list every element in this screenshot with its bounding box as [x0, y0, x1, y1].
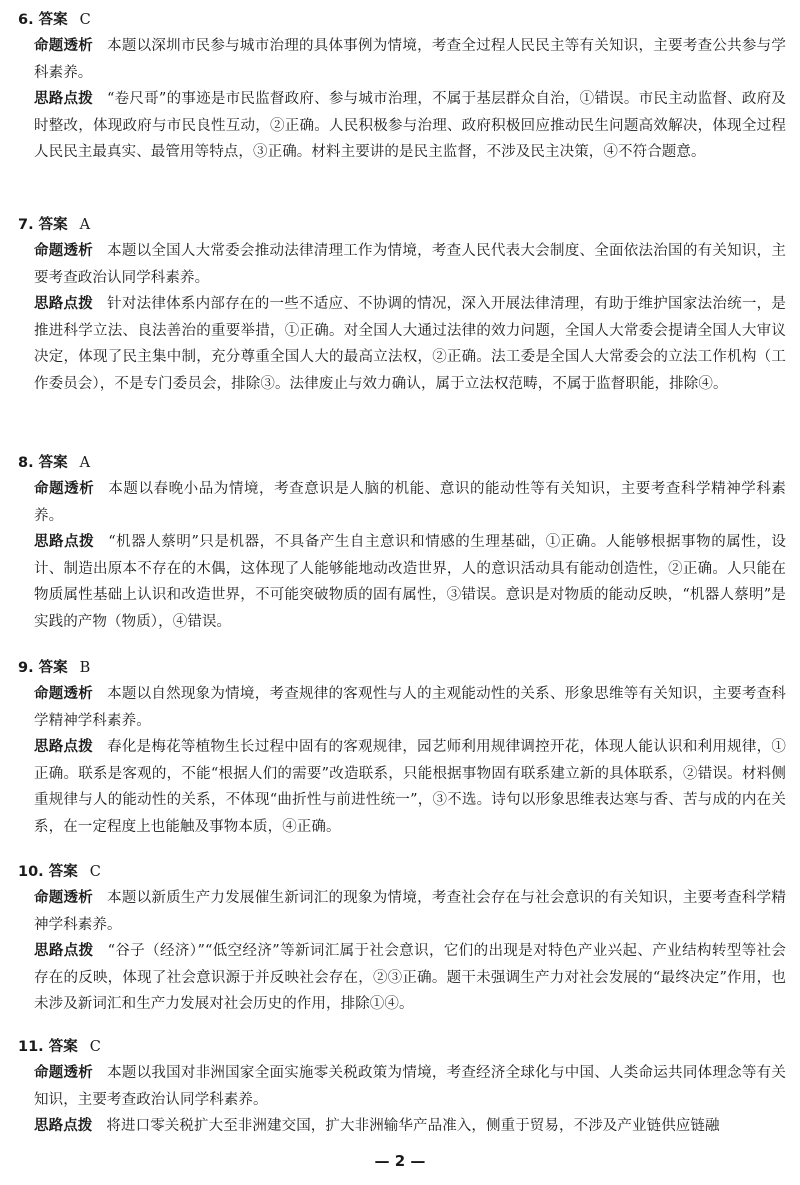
analysis-tag: 命题透析 — [34, 481, 95, 497]
answer-value: C — [89, 864, 101, 880]
analysis-tag: 命题透析 — [34, 686, 94, 702]
hint-paragraph — [34, 938, 786, 1018]
answer-item-7 — [18, 215, 788, 398]
answer-label: 8. 答案 — [18, 455, 68, 471]
hint-paragraph — [34, 529, 786, 635]
analysis-paragraph — [34, 33, 786, 86]
page-number: — 2 — — [374, 1152, 426, 1170]
answer-line — [18, 215, 788, 235]
analysis-text: 本题以新质生产力发展催生新词汇的现象为情境，考查社会存在与社会意识的有关知识，主要考查科学精神学科素养。 — [34, 890, 786, 933]
analysis-text: 本题以我国对非洲国家全面实施零关税政策为情境，考查经济全球化与中国、人类命运共同体理念等有关知识，主要考查政治认同学科素养。 — [34, 1065, 786, 1108]
answer-value: A — [79, 455, 91, 471]
answer-value: C — [89, 1039, 101, 1055]
hint-text: “卷尺哥”的事迹是市民监督政府、参与城市治理，不属于基层群众自治，①错误。市民主动监督、政府及时整改，体现政府与市民良性互动，②正确。人民积极参与治理、政府积极回应推动民生问题高效解决，体现全过程人民民主最真实、最管用等特点，③正确。材料主要讲的是民主监督，不涉及民主决策，④不符合题意。 — [34, 91, 786, 161]
hint-tag: 思路点拨 — [34, 739, 94, 756]
answer-label: 6. 答案 — [18, 12, 68, 28]
hint-paragraph — [34, 1113, 786, 1140]
hint-text: 将进口零关税扩大至非洲建交国，扩大非洲输华产品准入，侧重于贸易，不涉及产业链供应链融 — [106, 1118, 720, 1135]
hint-text: “机器人蔡明”只是机器，不具备产生自主意识和情感的生理基础，①正确。人能够根据事物的属性，设计、制造出原本不存在的木偶，这体现了人能够能地动改造世界，人的意识活动具有能动创造性，②正确。人只能在物质属性基础上认识和改造世界，不可能突破物质的固有属性，③错误。意识是对物质的能动反映，“机器人蔡明”是实践的产物（物质），④错误。 — [34, 534, 787, 630]
answer-value: B — [79, 660, 91, 676]
analysis-tag: 命题透析 — [34, 1065, 94, 1081]
answer-label: 11. 答案 — [18, 1039, 78, 1055]
answer-label: 10. 答案 — [18, 864, 78, 880]
hint-tag: 思路点拨 — [34, 534, 95, 551]
answer-item-10 — [18, 862, 788, 1018]
hint-text: “谷子（经济）”“低空经济”等新词汇属于社会意识，它们的出现是对特色产业兴起、产业结构转型等社会存在的反映，体现了社会意识源于并反映社会存在，②③正确。题干未强调生产力对社会发展的“最终决定”作用，也未涉及新词汇和生产力发展对社会历史的作用，排除①④。 — [34, 943, 786, 1013]
analysis-paragraph — [34, 681, 786, 734]
hint-tag: 思路点拨 — [34, 91, 94, 108]
analysis-paragraph — [34, 885, 786, 938]
hint-paragraph — [34, 734, 786, 840]
hint-text: 春化是梅花等植物生长过程中固有的客观规律，园艺师利用规律调控开花，体现人能认识和利用规律，①正确。联系是客观的，不能“根据人们的需要”改造联系，只能根据事物固有联系建立新的具体联系，②错误。材料侧重规律与人的能动性的关系，不体现“曲折性与前进性统一”，③不选。诗句以形象思维表达寒与香、苦与成的内在关系，在一定程度上也能触及事物本质，④正确。 — [34, 739, 786, 835]
analysis-text: 本题以深圳市民参与城市治理的具体事例为情境，考查全过程人民民主等有关知识，主要考查公共参与学科素养。 — [34, 38, 786, 81]
hint-tag: 思路点拨 — [34, 296, 94, 313]
hint-text: 针对法律体系内部存在的一些不适应、不协调的情况，深入开展法律清理，有助于维护国家法治统一，是推进科学立法、良法善治的重要举措，①正确。对全国人大通过法律的效力问题，全国人大常委会提请全国人大审议决定，体现了民主集中制，充分尊重全国人大的最高立法权，②正确。法工委是全国人大常委会的立法工作机构（工作委员会），不是专门委员会，排除③。法律废止与效力确认，属于立法权范畴，不属于监督职能，排除④。 — [34, 296, 786, 392]
answer-label: 7. 答案 — [18, 217, 68, 233]
analysis-paragraph — [34, 238, 786, 291]
answer-line — [18, 1037, 788, 1057]
analysis-tag: 命题透析 — [34, 38, 94, 54]
hint-paragraph — [34, 86, 786, 166]
answer-value: C — [79, 12, 91, 28]
analysis-paragraph — [34, 1060, 786, 1113]
answer-item-11 — [18, 1037, 788, 1140]
analysis-paragraph — [34, 476, 786, 529]
answer-line — [18, 862, 788, 882]
answer-item-9 — [18, 658, 788, 841]
answer-value: A — [79, 217, 91, 233]
answer-item-8 — [18, 453, 788, 636]
analysis-text: 本题以春晚小品为情境，考查意识是人脑的机能、意识的能动性等有关知识，主要考查科学精神学科素养。 — [34, 481, 787, 524]
answer-line — [18, 658, 788, 678]
hint-paragraph — [34, 291, 786, 397]
answer-line — [18, 10, 788, 30]
answer-item-6 — [18, 10, 788, 166]
analysis-text: 本题以自然现象为情境，考查规律的客观性与人的主观能动性的关系、形象思维等有关知识，主要考查科学精神学科素养。 — [34, 686, 786, 729]
hint-tag: 思路点拨 — [34, 943, 94, 960]
answer-label: 9. 答案 — [18, 660, 68, 676]
answer-line — [18, 453, 788, 473]
analysis-tag: 命题透析 — [34, 243, 94, 259]
analysis-text: 本题以全国人大常委会推动法律清理工作为情境，考查人民代表大会制度、全面依法治国的有关知识，主要考查政治认同学科素养。 — [34, 243, 786, 286]
hint-tag: 思路点拨 — [34, 1118, 93, 1135]
analysis-tag: 命题透析 — [34, 890, 94, 906]
